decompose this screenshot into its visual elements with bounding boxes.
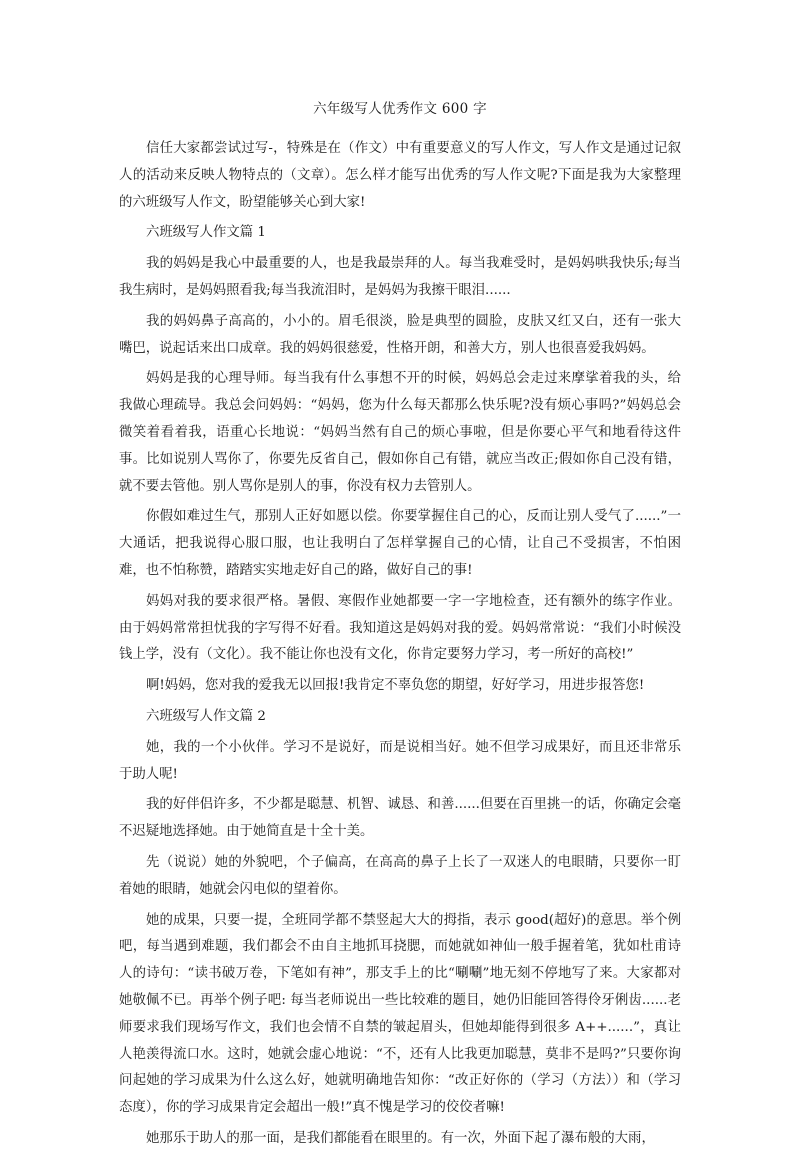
paragraph: 啊!妈妈，您对我的爱我无以回报!我肯定不辜负您的期望，好好学习，用进步报答您! [146,678,645,694]
paragraph: 信任大家都尝试过写-，特殊是在（作文）中有重要意义的写人作文，写人作文是通过记叙人的活动来反映人物特点的（文章）。怎么样才能写出优秀的写人作文呢?下面是我为大家整理的六班级写人作文，盼望能够关心到大家! [119,141,681,210]
section-heading: 六班级写人作文篇 2 [146,708,266,724]
paragraph: 你假如难过生气，那别人正好如愿以偿。你要掌握住自己的心，反而让别人受气了......”一大通话，把我说得心服口服，也让我明白了怎样掌握自己的心情，让自己不受损害，不怕困难，也不怕称赞，踏踏实实地走好自己的路，做好自己的事! [119,509,681,578]
section-heading: 六班级写人作文篇 1 [146,225,266,241]
paragraph: 她，我的一个小伙伴。学习不是说好，而是说相当好。她不但学习成果好，而且还非常乐于助人呢! [119,739,681,782]
paragraph: 我的好伴侣许多，不少都是聪慧、机智、诚恳、和善......但要在百里挑一的话，你确定会毫不迟疑地选择她。由于她简直是十全十美。 [119,797,681,840]
paragraph: 我的妈妈是我心中最重要的人，也是我最崇拜的人。每当我难受时，是妈妈哄我快乐;每当我生病时，是妈妈照看我;每当我流泪时，是妈妈为我擦干眼泪...... [119,256,681,298]
document-body [119,136,681,1157]
paragraph: 我的妈妈鼻子高高的，小小的。眉毛很淡，脸是典型的圆脸，皮肤又红又白，还有一张大嘴巴，说起话来出口成章。我的妈妈很慈爱，性格开朗，和善大方，别人也很喜爱我妈妈。 [119,313,681,356]
paragraph: 先（说说）她的外貌吧，个子偏高，在高高的鼻子上长了一双迷人的电眼睛，只要你一盯着她的眼睛，她就会闪电似的望着你。 [119,854,681,897]
document-title: 六年级写人优秀作文 600 字 [313,101,487,117]
paragraph: 她的成果，只要一提，全班同学都不禁竖起大大的拇指，表示 good(超好)的意思。举个例吧，每当遇到难题，我们都会不由自主地抓耳挠腮，而她就如神仙一般手握着笔，犹如杜甫诗人的诗句：“读书破万卷，下笔如有神”，那支手上的比“唰唰”地无刻不停地写了来。大家都对她敬佩不已。再举个例子吧: 每当老师说出一些比较难的题目，她仍旧能回答得伶牙俐齿......老师要求我们现场写作文，我们也会情不自禁的皱起眉头，但她却能得到很多 A++......”，真让人艳羡得流口水。这时，她就会虚心地说：“不，还有人比我更加聪慧，莫非不是吗?”只要你询问起她的学习成果为什么这么好，她就明确地告知你：“改正好你的（学习（方法））和（学习态度），你的学习成果肯定会超出一般!”真不愧是学习的佼佼者嘛! [119,912,681,1116]
paragraph: 妈妈对我的要求很严格。暑假、寒假作业她都要一字一字地检查，还有额外的练字作业。由于妈妈常常担忧我的字写得不好看。我知道这是妈妈对我的爱。妈妈常常说：“我们小时候没钱上学，没有（文化）。我不能让你也没有文化，你肯定要努力学习，考一所好的高校!” [119,593,681,663]
paragraph: 妈妈是我的心理导师。每当我有什么事想不开的时候，妈妈总会走过来摩挲着我的头，给我做心理疏导。我总会问妈妈：“妈妈，您为什么每天都那么快乐呢?没有烦心事吗?”妈妈总会微笑着看着我，语重心长地说：“妈妈当然有自己的烦心事啦，但是你要心平气和地看待这件事。比如说别人骂你了，你要先反省自己，假如你自己有错，就应当改正;假如你自己没有错，就不要去管他。别人骂你是别人的事，你没有权力去管别人。 [119,371,681,494]
paragraph: 她那乐于助人的那一面，是我们都能看在眼里的。有一次，外面下起了瀑布般的大雨， [146,1130,655,1146]
